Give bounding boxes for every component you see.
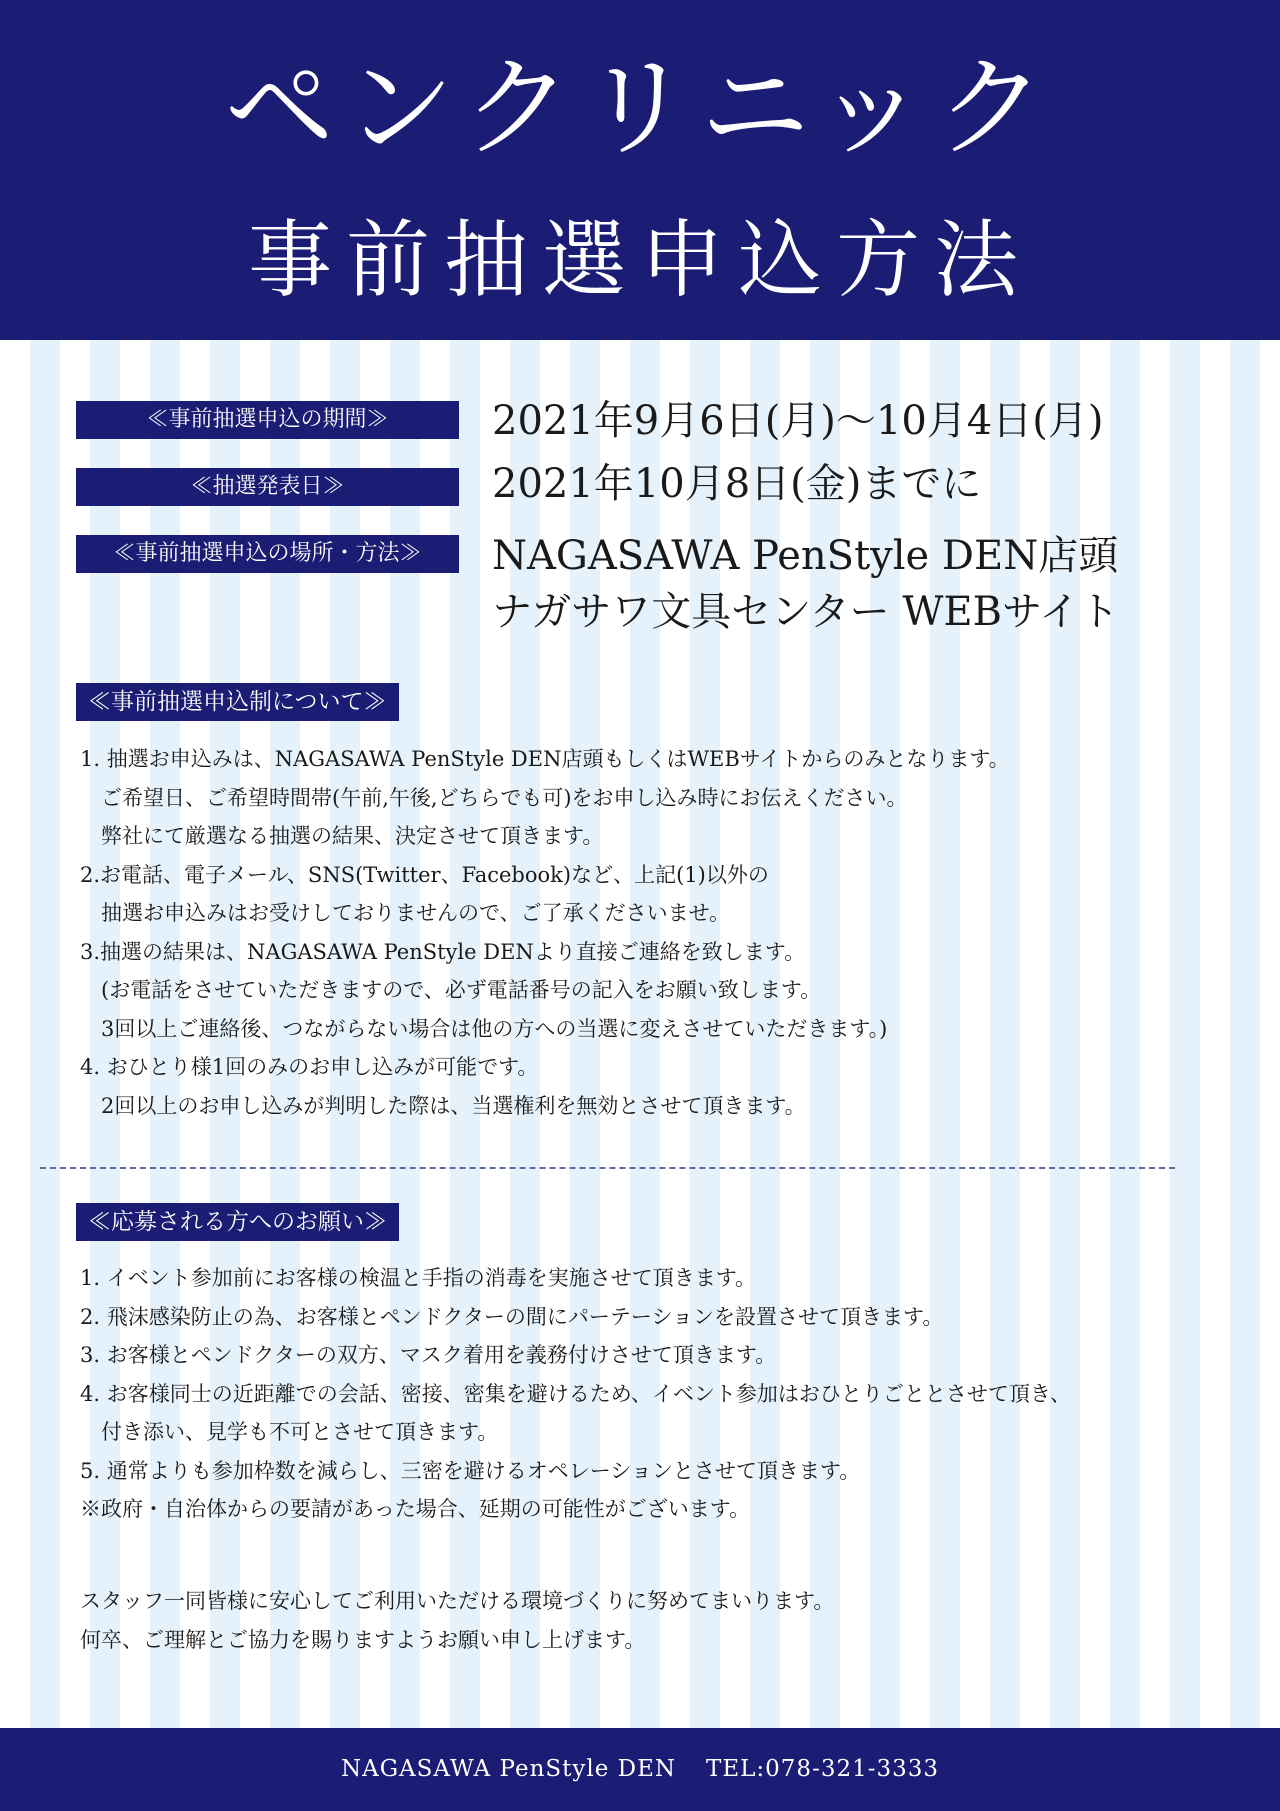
location-value-store: NAGASAWA PenStyle DEN店頭 — [492, 533, 1119, 579]
list-item: 3.抽選の結果は、NAGASAWA PenStyle DENより直接ご連絡を致します。 — [80, 939, 806, 964]
list-item: 2. 飛沫感染防止の為、お客様とペンドクターの間にパーテーションを設置させて頂きます。 — [80, 1304, 944, 1329]
list-item: 4. おひとり様1回のみのお申し込みが可能です。 — [80, 1055, 539, 1079]
period-value: 2021年9月6日(月)〜10月4日(月) — [492, 398, 1104, 444]
announcement-value: 2021年10月8日(金)までに — [492, 461, 982, 507]
list-item: 3. お客様とペンドクターの双方、マスク着用を義務付けさせて頂きます。 — [80, 1343, 777, 1367]
request-section-title: ≪応募される方へのお願い≫ — [76, 1203, 399, 1241]
page-title: ペンクリニック — [224, 44, 1056, 172]
announcement-label: ≪抽選発表日≫ — [76, 468, 459, 506]
closing-message — [80, 1582, 834, 1659]
period-label: ≪事前抽選申込の期間≫ — [76, 401, 459, 439]
list-item: 5. 通常よりも参加枠数を減らし、三密を避けるオペレーションとさせて頂きます。 — [80, 1458, 861, 1483]
list-item: 抽選お申込みはお受けしておりませんので、ご了承くださいませ。 — [80, 901, 730, 925]
location-value-web: ナガサワ文具センター WEBサイト — [492, 589, 1120, 635]
list-item: 1. イベント参加前にお客様の検温と手指の消毒を実施させて頂きます。 — [80, 1266, 757, 1290]
location-label: ≪事前抽選申込の場所・方法≫ — [76, 535, 459, 573]
list-item: 付き添い、見学も不可とさせて頂きます。 — [80, 1420, 499, 1444]
list-item: (お電話をさせていただきますので、必ず電話番号の記入をお願い致します。 — [80, 978, 822, 1002]
footer-bar — [0, 1728, 1280, 1811]
request-list — [80, 1259, 1071, 1529]
page-subtitle: 事前抽選申込方法 — [247, 211, 1032, 309]
list-item: 3回以上ご連絡後、つながらない場合は他の方への当選に変えさせていただきます。) — [80, 1016, 888, 1041]
footer-store-name: NAGASAWA PenStyle DEN — [340, 1756, 677, 1782]
title-banner — [0, 0, 1280, 340]
dashed-divider — [40, 1167, 1175, 1169]
list-item: ※政府・自治体からの要請があった場合、延期の可能性がございます。 — [80, 1497, 751, 1521]
list-item: 1. 抽選お申込みは、NAGASAWA PenStyle DEN店頭もしくはWEBサイトからのみとなります。 — [80, 747, 1010, 771]
list-item: ご希望日、ご希望時間帯(午前,午後,どちらでも可)をお申し込み時にお伝えください。 — [80, 785, 908, 810]
system-section-title: ≪事前抽選申込制について≫ — [76, 683, 399, 721]
system-rules-list — [80, 740, 1010, 1125]
list-item: 4. お客様同士の近距離での会話、密接、密集を避けるため、イベント参加はおひとりごととさせて頂き、 — [80, 1381, 1072, 1406]
closing-line: 何卒、ご理解とご協力を賜りますようお願い申し上げます。 — [80, 1627, 646, 1652]
list-item: 2.お電話、電子メール、SNS(Twitter、Facebook)など、上記(1)以外の — [80, 862, 769, 887]
footer-phone: TEL:078-321-3333 — [706, 1756, 940, 1782]
list-item: 2回以上のお申し込みが判明した際は、当選権利を無効とさせて頂きます。 — [80, 1093, 806, 1118]
closing-line: スタッフ一同皆様に安心してご利用いただける環境づくりに努めてまいります。 — [80, 1589, 835, 1613]
list-item: 弊社にて厳選なる抽選の結果、決定させて頂きます。 — [80, 824, 604, 848]
